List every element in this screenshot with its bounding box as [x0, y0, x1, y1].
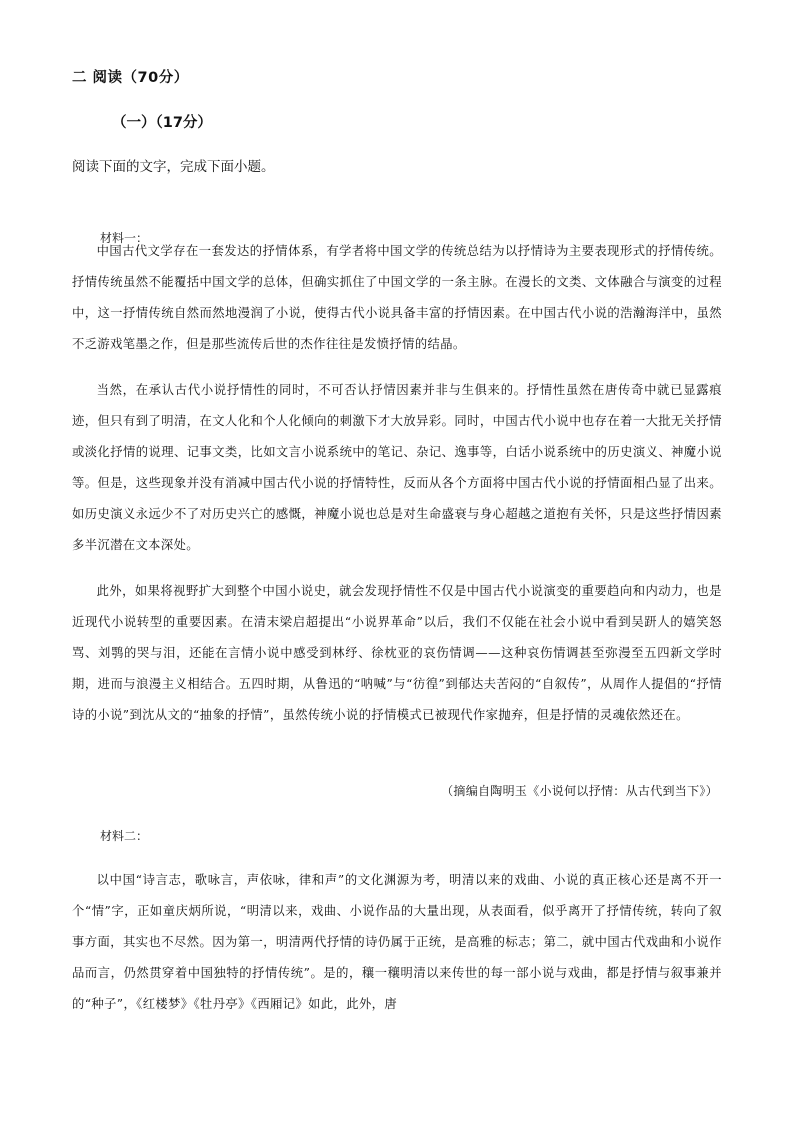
material-2-label: 材料二： [100, 829, 149, 843]
material-1-source: （摘编自陶明玉《小说何以抒情：从古代到当下》） [441, 784, 718, 798]
material-2-paragraph-1: 以中国“诗言志，歌咏言，声依咏，律和声”的文化渊源为考，明清以来的戏曲、小说的真正核心还是离不开一个“情”字，正如童庆炳所说，“明清以来，戏曲、小说作品的大量出现，从表面看，似乎离开了抒情传统，转向了叙事方面，其实也不尽然。因为第一，明清两代抒情的诗仍属于正统，是高雅的标志；第二，就中国古代戏曲和小说作品而言，仍然贯穿着中国独特的抒情传统”。是的，穰一穰明清以来传世的每一部小说与戏曲，都是抒情与叙事兼并的“种子”，《红楼梦》《牡丹亭》《西厢记》如此，此外，唐 [72, 873, 722, 1011]
material-1-paragraph-2: 当然，在承认古代小说抒情性的同时，不可否认抒情因素并非与生俱来的。抒情性虽然在唐传奇中就已显露痕迹，但只有到了明清，在文人化和个人化倾向的刺激下才大放异彩。同时，中国古代小说中也存在着一大批无关抒情或淡化抒情的说理、记事文类，比如文言小说系统中的笔记、杂记、逸事等，白话小说系统中的历史演义、神魔小说等。但是，这些现象并没有消减中国古代小说的抒情特性，反而从各个方面将中国古代小说的抒情面相凸显了出来。如历史演义永远少不了对历史兴亡的感慨，神魔小说也总是对生命盛衰与身心超越之道抱有关怀，只是这些抒情因素多半沉潜在文本深处。 [72, 383, 722, 552]
material-1-paragraph-1: 中国古代文学存在一套发达的抒情体系，有学者将中国文学的传统总结为以抒情诗为主要表现形式的抒情传统。抒情传统虽然不能覆括中国文学的总体，但确实抓住了中国文学的一条主脉。在漫长的文类、文体融合与演变的过程中，这一抒情传统自然而然地漫润了小说，使得古代小说具备丰富的抒情因素。在中国古代小说的浩瀚海洋中，虽然不乏游戏笔墨之作，但是那些流传后世的杰作往往是发愤抒情的结晶。 [72, 244, 722, 351]
reading-instruction: 阅读下面的文字，完成下面小题。 [72, 159, 275, 175]
sub-section-title: （一）（17分） [112, 115, 212, 131]
material-1-label: 材料一： [100, 231, 149, 245]
material-1-paragraph-3: 此外，如果将视野扩大到整个中国小说史，就会发现抒情性不仅是中国古代小说演变的重要趋向和内动力，也是近现代小说转型的重要因素。在清末梁启超提出“小说界革命”以后，我们不仅能在社会小说中看到吴趼人的嬉笑怒骂、刘鹗的哭与泪，还能在言情小说中感受到林纾、徐枕亚的哀伤情调——这种哀伤情调甚至弥漫至五四新文学时期，进而与浪漫主义相结合。五四时期，从鲁迅的“呐喊”与“彷徨”到郁达夫苦闷的“自叙传”，从周作人提倡的“抒情诗的小说”到沈从文的“抽象的抒情”，虽然传统小说的抒情模式已被现代作家抛弃，但是抒情的灵魂依然还在。 [72, 584, 722, 722]
section-title: 二 阅读（70分） [72, 70, 189, 86]
